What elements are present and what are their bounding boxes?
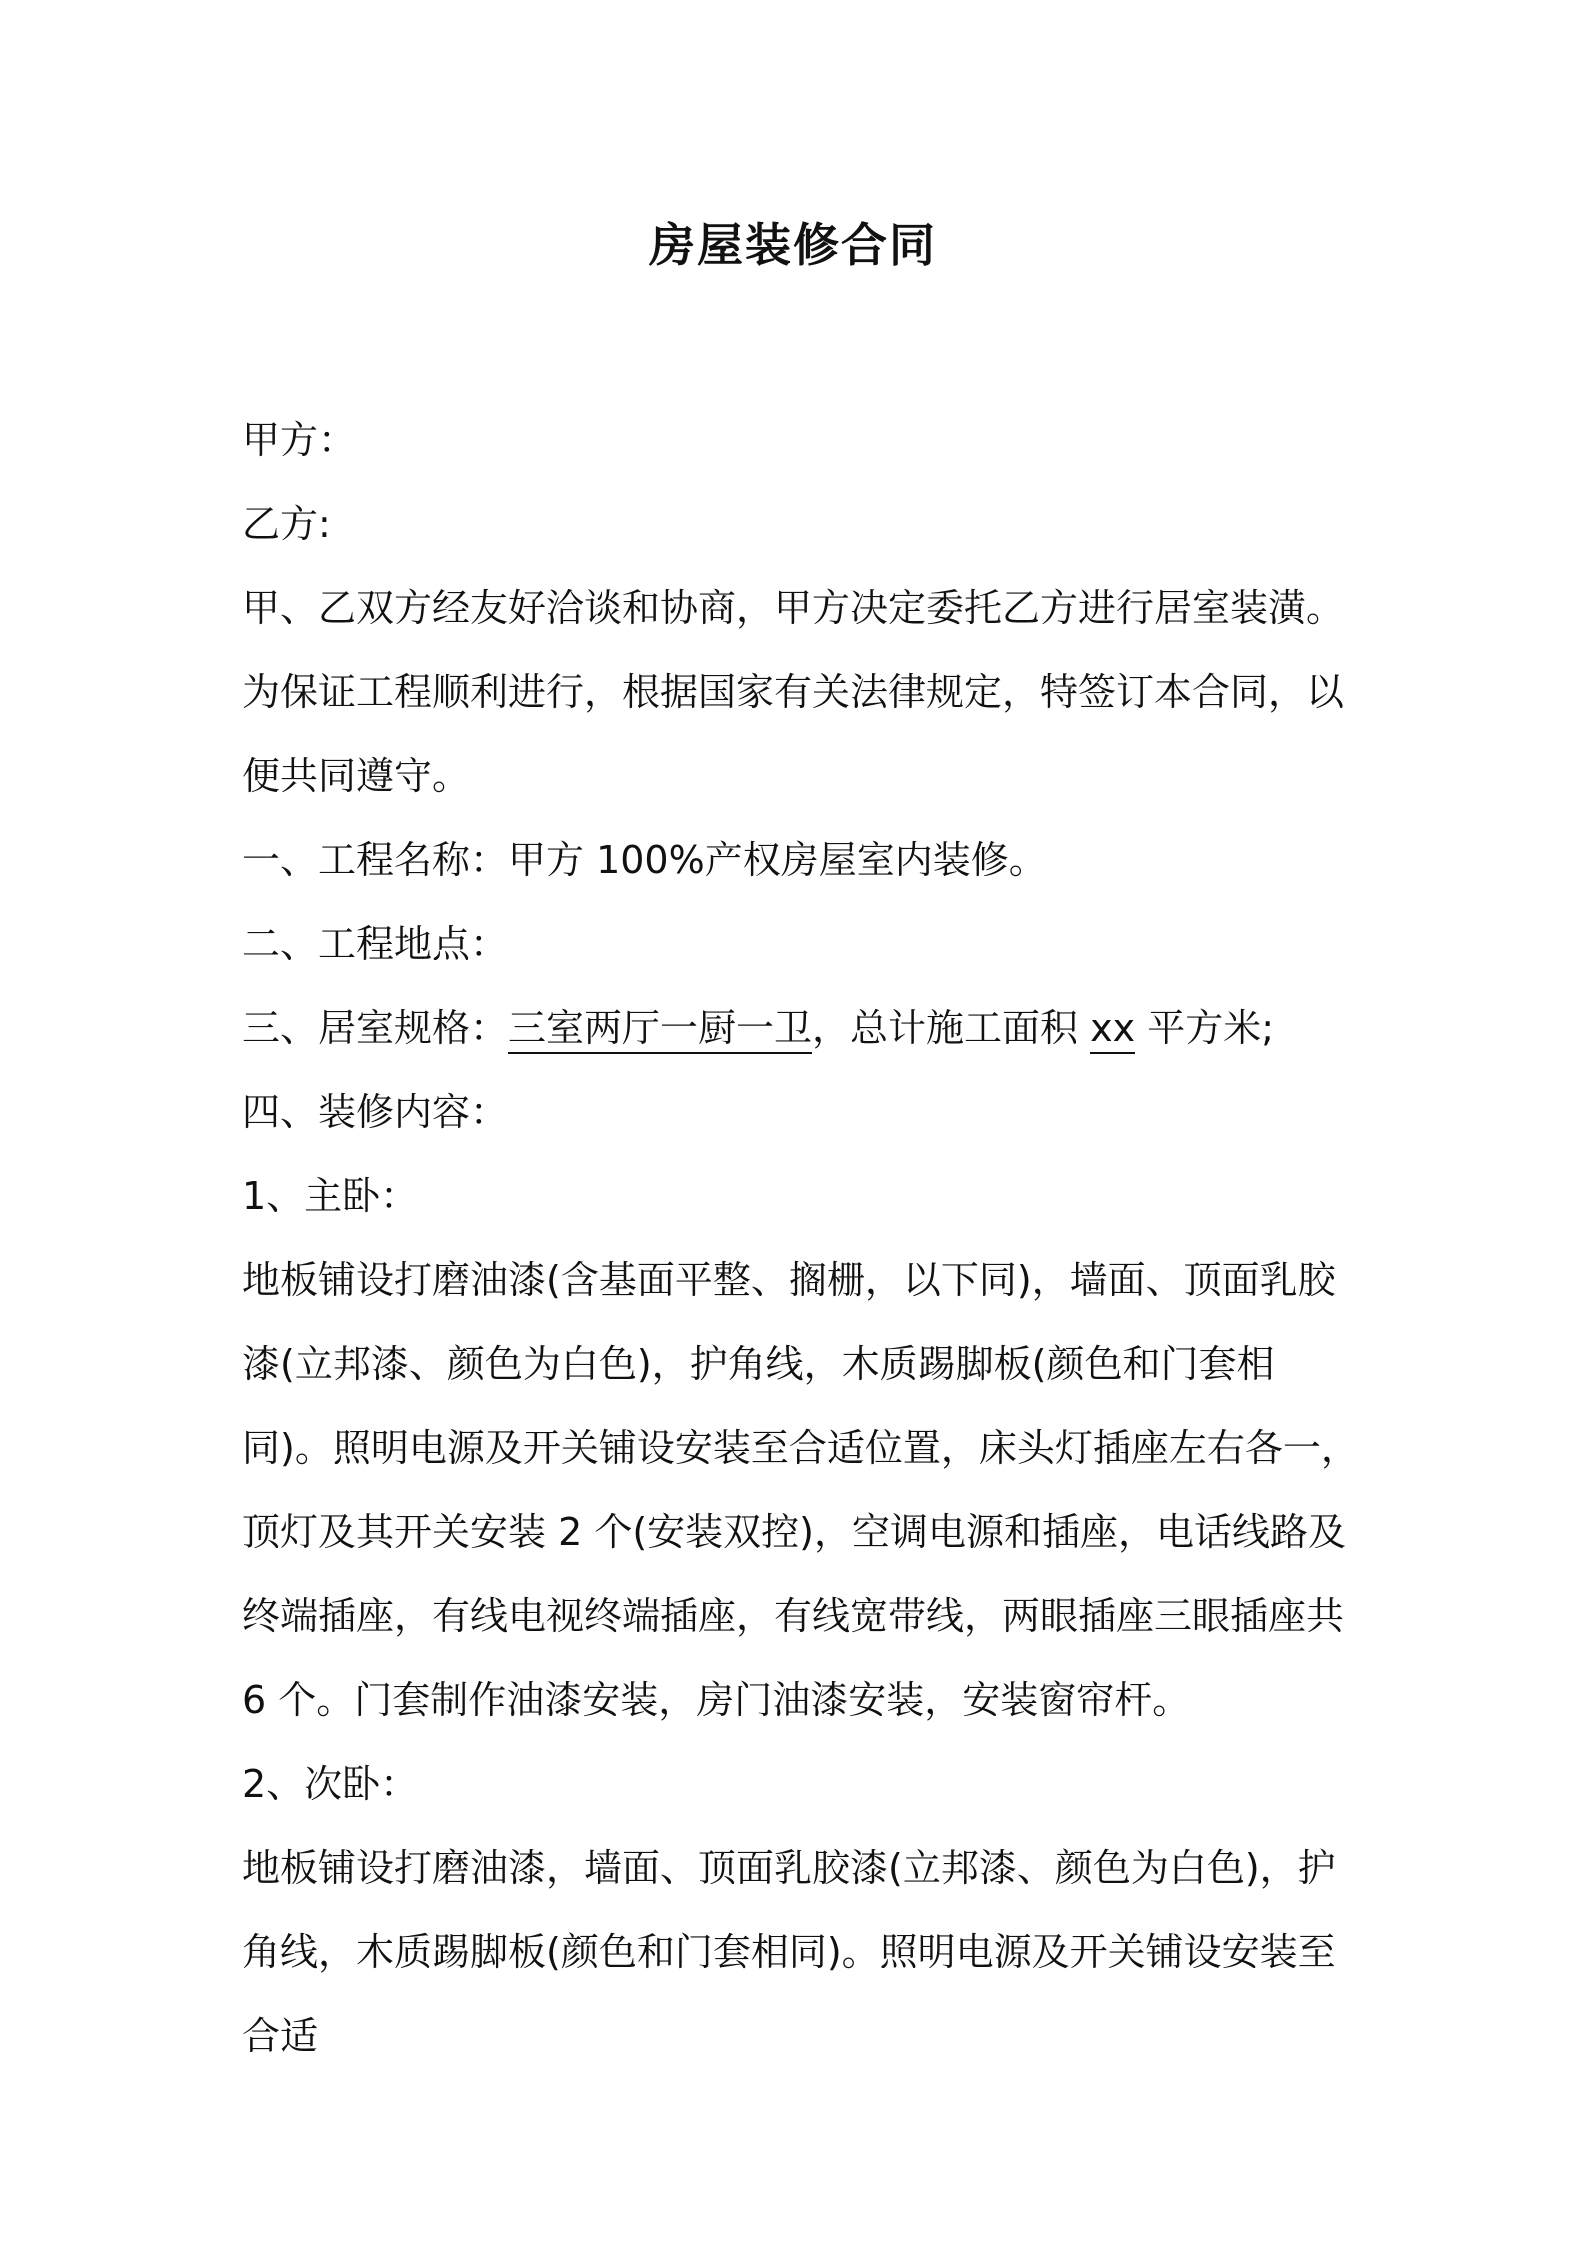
document-title: 房屋装修合同 — [649, 218, 937, 272]
master-bedroom-text: 地板铺设打磨油漆(含基面平整、搁栅，以下同)，墙面、顶面乳胶漆(立邦漆、颜色为白色)，护角线，木质踢脚板(颜色和门套相同)。照明电源及开关铺设安装至合适位置，床头灯插座左右各一，顶灯及其开关安装 2 个(安装双控)，空调电源和插座，电话线路及终端插座，有线电视终端插座，有线宽带线，两眼插座三眼插座共 6 个。门套制作油漆安装，房门油漆安装，安装窗帘杆。 — [242, 1258, 1359, 1722]
item-project-name: 一、工程名称：甲方 100%产权房屋室内装修。 — [242, 838, 1047, 882]
second-bedroom-text: 地板铺设打磨油漆，墙面、顶面乳胶漆(立邦漆、颜色为白色)，护角线，木质踢脚板(颜色和门套相同)。照明电源及开关铺设安装至合适 — [242, 1846, 1336, 2058]
intro-paragraph: 甲、乙双方经友好洽谈和协商，甲方决定委托乙方进行居室装潢。为保证工程顺利进行，根据国家有关法律规定，特签订本合同，以便共同遵守。 — [242, 586, 1345, 798]
room-spec-suffix: 平方米; — [1135, 1006, 1274, 1050]
room-spec-prefix: 三、居室规格： — [242, 1006, 509, 1050]
item-project-location: 二、工程地点： — [242, 922, 509, 966]
item-decoration-content: 四、装修内容： — [242, 1090, 509, 1134]
party-b-line: 乙方: — [242, 502, 331, 546]
room-area-value: xx — [1090, 1006, 1135, 1054]
master-bedroom-heading: 1、主卧： — [242, 1174, 419, 1218]
item-room-spec — [242, 986, 1362, 1070]
document-body — [242, 398, 1362, 2078]
room-spec-mid: ，总计施工面积 — [812, 1006, 1091, 1050]
room-layout-value: 三室两厅一厨一卫 — [508, 1006, 812, 1054]
party-a-line: 甲方： — [242, 418, 357, 462]
second-bedroom-heading: 2、次卧： — [242, 1762, 419, 1806]
